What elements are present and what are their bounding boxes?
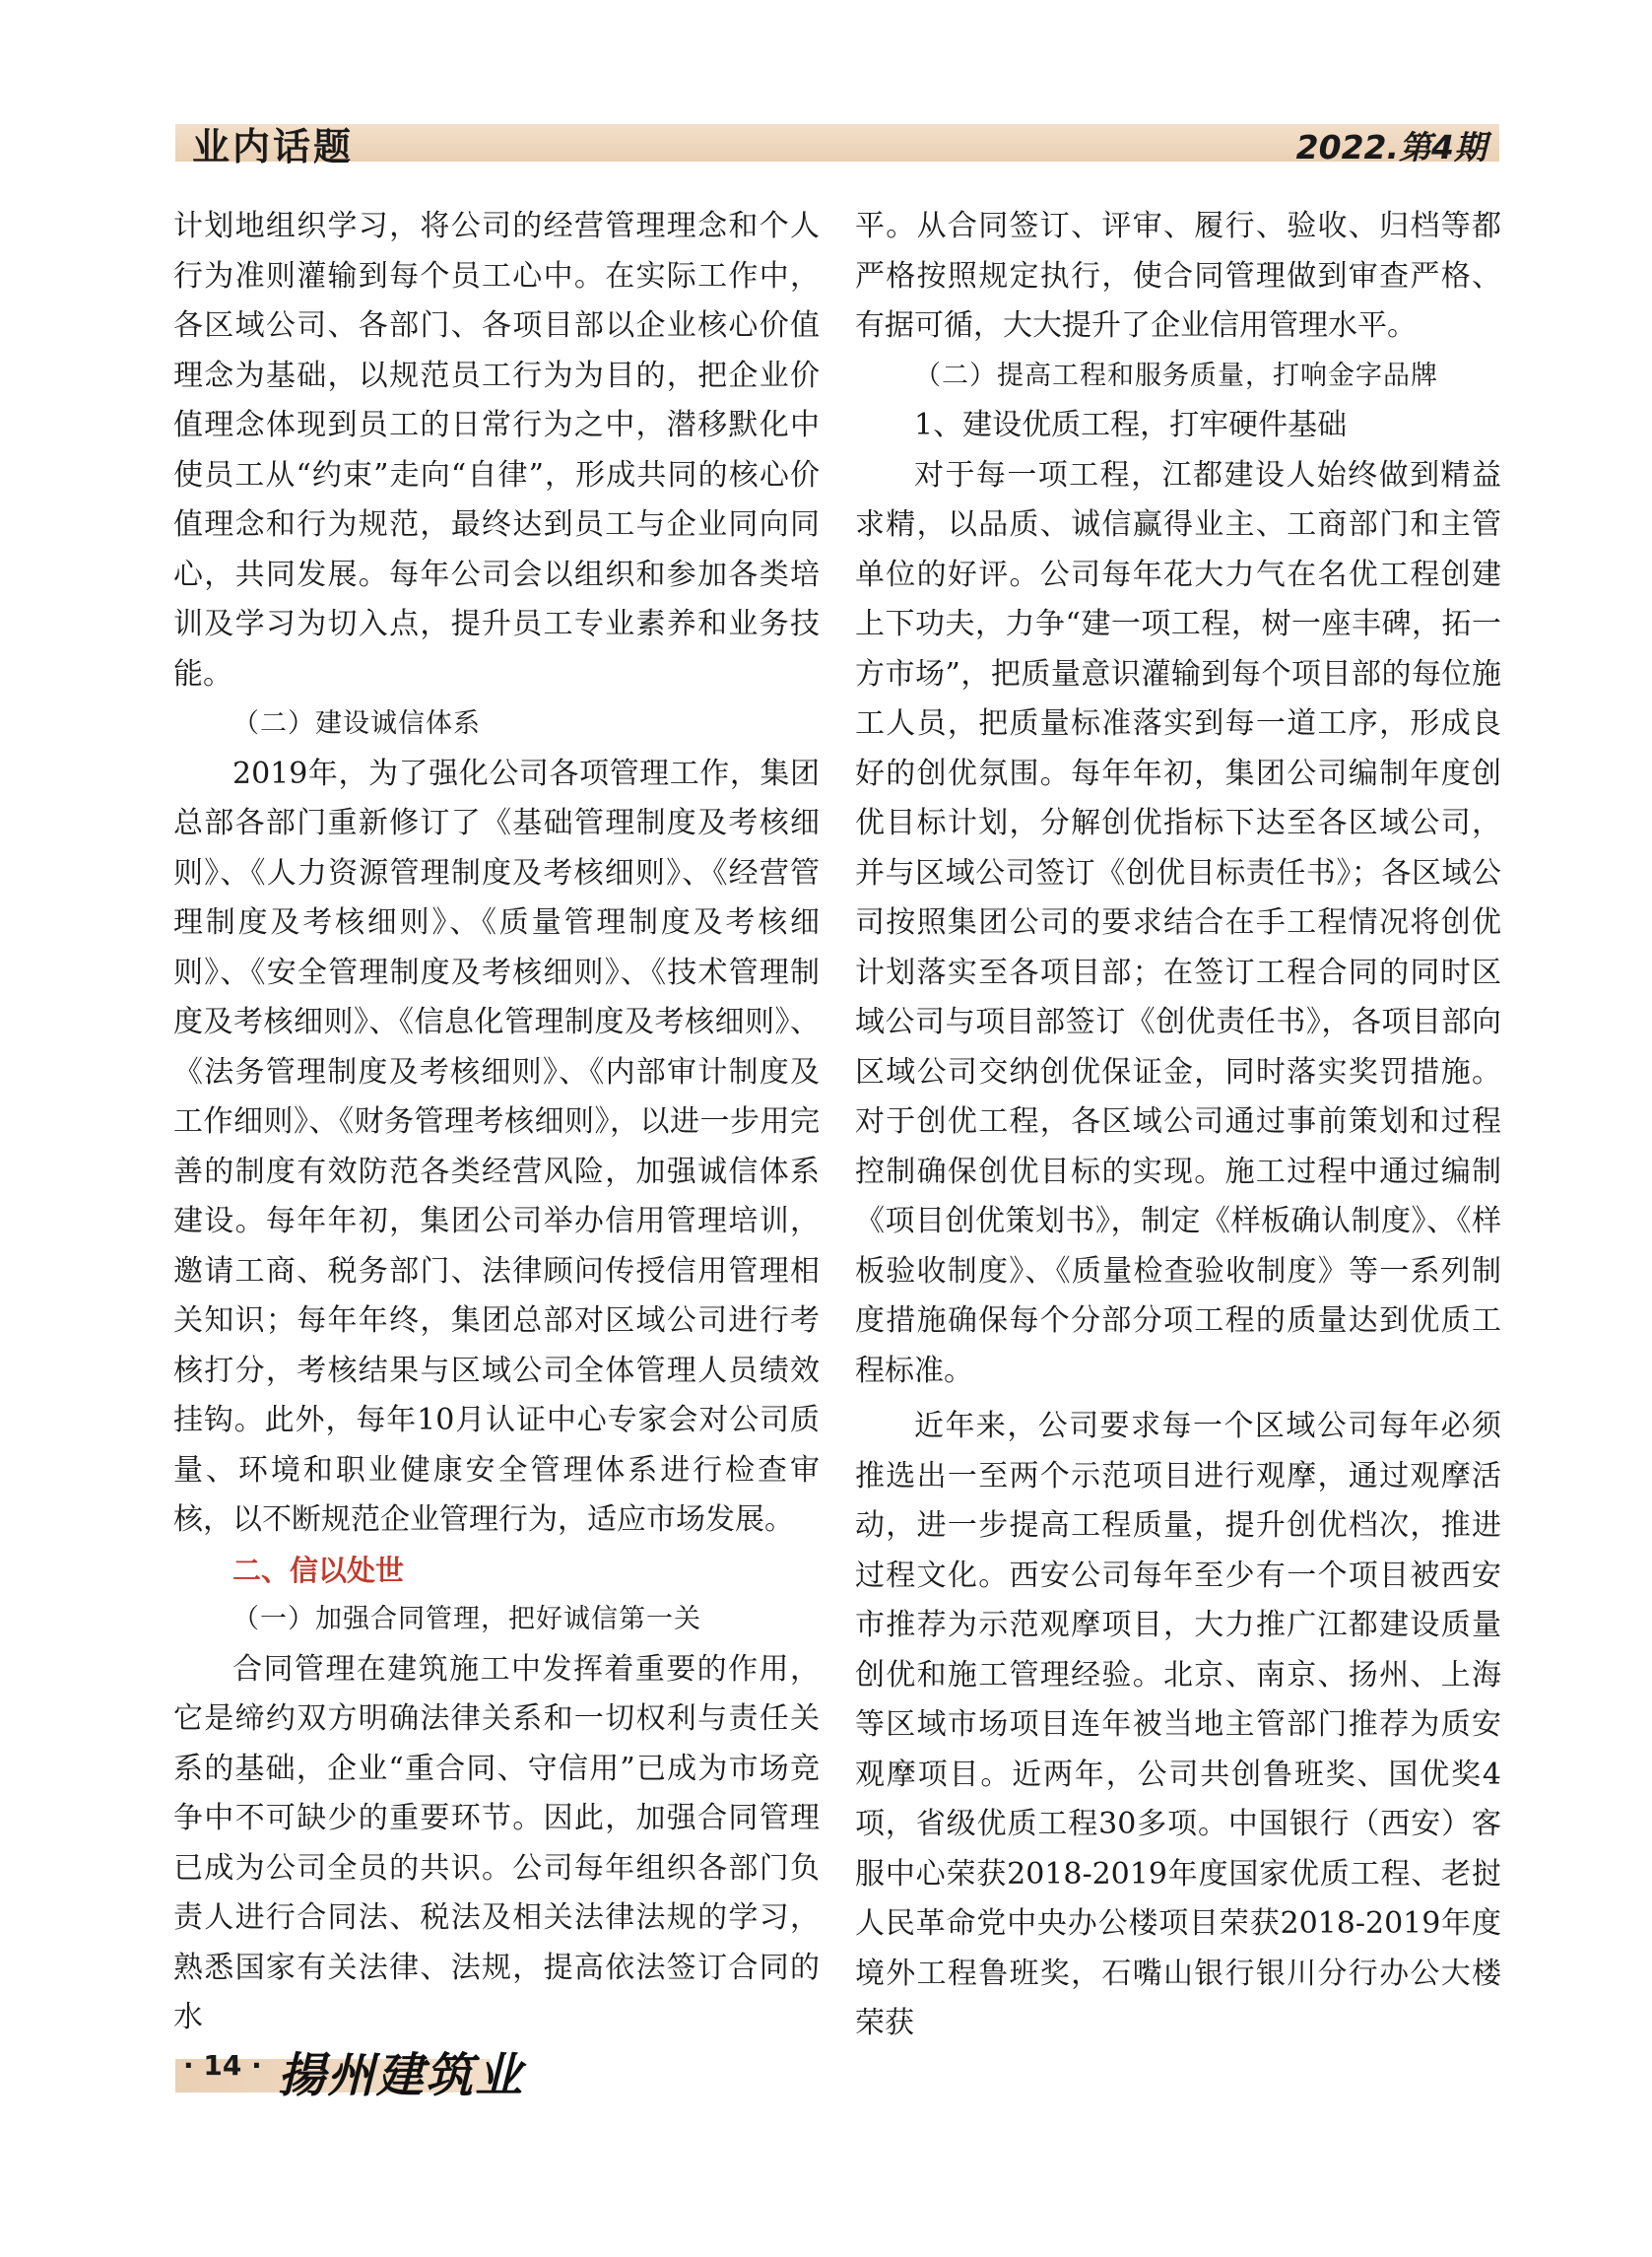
subheading: （二）提高工程和服务质量，打响金字品牌 bbox=[914, 360, 1438, 391]
section-heading: 二、信以处世 bbox=[232, 1553, 405, 1587]
right-column bbox=[855, 202, 1501, 2049]
left-column bbox=[173, 202, 820, 2043]
subheading: （一）加强合同管理，把好诚信第一关 bbox=[232, 1604, 701, 1634]
section-title: 业内话题 bbox=[192, 125, 355, 168]
paragraph: 平。从合同签订、评审、履行、验收、归档等都严格按照规定执行，使合同管理做到审查严格、有据可循，大大提升了企业信用管理水平。 bbox=[855, 209, 1501, 343]
subheading: （二）建设诚信体系 bbox=[232, 708, 481, 739]
numbered-heading: 1、建设优质工程，打牢硬件基础 bbox=[914, 408, 1348, 442]
paragraph: 对于每一项工程，江都建设人始终做到精益求精，以品质、诚信赢得业主、工商部门和主管单位的好评。公司每年花大力气在名优工程创建上下功夫，力争“建一项工程，树一座丰碑，拓一方市场”，把质量意识灌输到每个项目部的每位施工人员，把质量标准落实到每一道工序，形成良好的创优氛围。每年年初，集团公司编制年度创优目标计划，分解创优指标下达至各区域公司，并与区域公司签订《创优目标责任书》；各区域公司按照集团公司的要求结合在手工程情况将创优计划落实至各项目部；在签订工程合同的同时区域公司与项目部签订《创优责任书》，各项目部向区域公司交纳创优保证金，同时落实奖罚措施。对于创优工程，各区域公司通过事前策划和过程控制确保创优目标的实现。施工过程中通过编制《项目创优策划书》，制定《样板确认制度》、《样板验收制度》、《质量检查验收制度》等一系列制度措施确保每个分部分项工程的质量达到优质工程标准。 bbox=[855, 457, 1501, 1388]
page-number: · 14 · bbox=[183, 2049, 262, 2082]
magazine-logo: 揚州建筑业 bbox=[278, 2048, 525, 2103]
paragraph: 近年来，公司要求每一个区域公司每年必须推选出一至两个示范项目进行观摩，通过观摩活动，进一步提高工程质量，提升创优档次，推进过程文化。西安公司每年至少有一个项目被西安市推荐为示范观摩项目，大力推广江都建设质量创优和施工管理经验。北京、南京、扬州、上海等区域市场项目连年被当地主管部门推荐为质安观摩项目。近两年，公司共创鲁班奖、国优奖4项，省级优质工程30多项。中国银行（西安）客服中心荣获2018-2019年度国家优质工程、老挝人民革命党中央办公楼项目荣获2018-2019年度境外工程鲁班奖，石嘴山银行银川分行办公大楼荣获 bbox=[855, 1409, 1501, 2040]
paragraph: 计划地组织学习，将公司的经营管理理念和个人行为准则灌输到每个员工心中。在实际工作中，各区域公司、各部门、各项目部以企业核心价值理念为基础，以规范员工行为为目的，把企业价值理念体现到员工的日常行为之中，潜移默化中使员工从“约束”走向“自律”，形成共同的核心价值理念和行为规范，最终达到员工与企业同向同心，共同发展。每年公司会以组织和参加各类培训及学习为切入点，提升员工专业素养和业务技能。 bbox=[173, 209, 820, 692]
paragraph: 2019年，为了强化公司各项管理工作，集团总部各部门重新修订了《基础管理制度及考核细则》、《人力资源管理制度及考核细则》、《经营管理制度及考核细则》、《质量管理制度及考核细则》、《安全管理制度及考核细则》、《技术管理制度及考核细则》、《信息化管理制度及考核细则》、《法务管理制度及考核细则》、《内部审计制度及工作细则》、《财务管理考核细则》，以进一步用完善的制度有效防范各类经营风险，加强诚信体系建设。每年年初，集团公司举办信用管理培训，邀请工商、税务部门、法律顾问传授信用管理相关知识；每年年终，集团总部对区域公司进行考核打分，考核结果与区域公司全体管理人员绩效挂钩。此外，每年10月认证中心专家会对公司质量、环境和职业健康安全管理体系进行检查审核，以不断规范企业管理行为，适应市场发展。 bbox=[173, 756, 820, 1537]
paragraph: 合同管理在建筑施工中发挥着重要的作用，它是缔约双方明确法律关系和一切权利与责任关系的基础，企业“重合同、守信用”已成为市场竞争中不可缺少的重要环节。因此，加强合同管理已成为公司全员的共识。公司每年组织各部门负责人进行合同法、税法及相关法律法规的学习，熟悉国家有关法律、法规，提高依法签订合同的水 bbox=[173, 1651, 820, 2034]
issue-label: 2022.第4期 bbox=[1295, 128, 1487, 166]
